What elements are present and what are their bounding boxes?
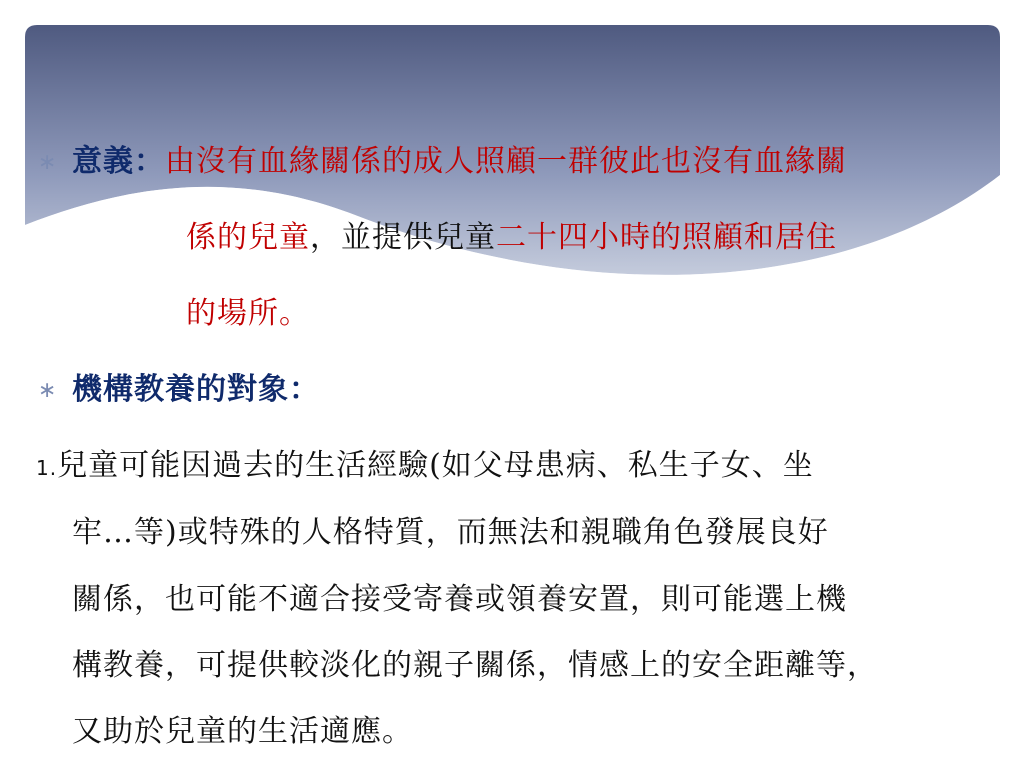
item1-text-line1: 由沒有血緣關係的成人照顧一群彼此也沒有血緣關 bbox=[165, 144, 847, 179]
item1-text-line3: 的場所。 bbox=[186, 296, 310, 331]
para-text-line2: 牢…等)或特殊的人格特質，而無法和親職角色發展良好 bbox=[72, 515, 829, 550]
item2-label: 機構教養的對象： bbox=[72, 372, 320, 407]
para-text-line5: 又助於兒童的生活適應。 bbox=[72, 714, 413, 749]
item1-text-line2c: 二十四小時的照顧和居住 bbox=[496, 220, 837, 255]
item1-label: 意義： bbox=[72, 144, 165, 179]
bullet-icon: ∗ bbox=[38, 150, 57, 175]
para-text-line3: 關係，也可能不適合接受寄養或領養安置，則可能選上機 bbox=[72, 582, 847, 617]
item1-line1 bbox=[72, 142, 847, 182]
para-text-line1: 兒童可能因過去的生活經驗(如父母患病、私生子女、坐 bbox=[57, 448, 814, 483]
bullet-icon: ∗ bbox=[38, 378, 57, 403]
para-text-line4: 構教養，可提供較淡化的親子關係，情感上的安全距離等， bbox=[72, 648, 878, 683]
item1-text-line2b: ，並提供兒童 bbox=[310, 220, 496, 255]
item1-line2 bbox=[186, 218, 837, 258]
para-line1 bbox=[36, 446, 814, 488]
para-number: 1. bbox=[36, 456, 58, 480]
item1-text-line2a: 係的兒童 bbox=[186, 220, 310, 255]
